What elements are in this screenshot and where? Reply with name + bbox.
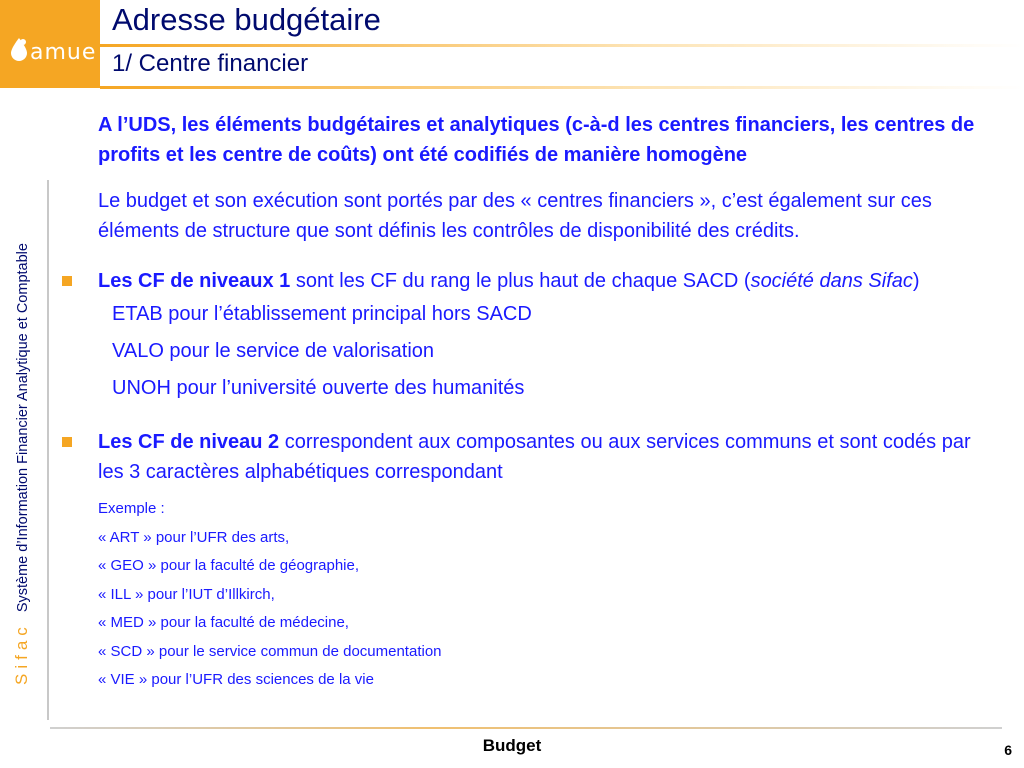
example-item: « SCD » pour le service commun de documentation (98, 642, 442, 660)
slide-content (98, 110, 998, 695)
header-divider-bottom (100, 86, 1024, 89)
cf-level-1-item: ETAB pour l’établissement principal hors SACD (112, 303, 532, 325)
sidebar-brand: Sifac (12, 622, 31, 685)
bullet-cf-level-1 (98, 266, 998, 407)
bullet-1-end: ) (912, 270, 920, 292)
footer-label: Budget (482, 736, 542, 755)
bullet-1-bold: Les CF de niveaux 1 (98, 270, 291, 292)
bullet-2-bold: Les CF de niveau 2 (98, 431, 280, 453)
page-title: Adresse budgétaire (112, 2, 381, 37)
cf-level-1-item: UNOH pour l’université ouverte des humanités (112, 377, 525, 399)
amue-logo (0, 0, 100, 88)
sidebar-divider (47, 180, 49, 720)
example-item: « ILL » pour l’IUT d’Illkirch, (98, 585, 275, 603)
logo-text: amue (30, 40, 97, 65)
example-heading: Exemple : (98, 500, 165, 517)
example-list (98, 495, 998, 695)
drop-icon (8, 36, 30, 62)
example-item: « GEO » pour la faculté de géographie, (98, 557, 360, 574)
bullet-cf-level-2 (98, 427, 998, 487)
bullet-2-text: correspondent aux composantes ou aux services communs et sont codés par les 3 caractères alphabétiques correspondant (98, 431, 971, 483)
budget-paragraph: Le budget et son exécution sont portés par des « centres financiers », c’est également sur ces éléments de structure que sont définis les contrôles de disponibilité des crédits. (98, 190, 932, 242)
cf-level-1-item: VALO pour le service de valorisation (112, 340, 435, 362)
square-bullet-icon (62, 437, 72, 447)
page-subtitle: 1/ Centre financier (112, 50, 309, 77)
sidebar-vertical-label (12, 243, 32, 685)
example-item: « ART » pour l’UFR des arts, (98, 528, 290, 546)
bullet-1-italic: société dans Sifac (750, 270, 913, 292)
bullet-1-text: sont les CF du rang le plus haut de chaque SACD ( (290, 270, 751, 292)
page-number: 6 (1004, 742, 1012, 758)
intro-text: A l’UDS, les éléments budgétaires et analytiques (c-à-d les centres financiers, les centres de profits et les centre de coûts) ont été codifiés de manière homogène (98, 114, 975, 166)
sidebar-label: Système d’Information Financier Analytique et Comptable (15, 243, 31, 613)
header-divider-top (100, 44, 1024, 47)
example-item: « MED » pour la faculté de médecine, (98, 614, 349, 631)
example-item: « VIE » pour l’UFR des sciences de la vie (98, 671, 374, 688)
footer-divider (50, 727, 1002, 729)
square-bullet-icon (62, 276, 72, 286)
